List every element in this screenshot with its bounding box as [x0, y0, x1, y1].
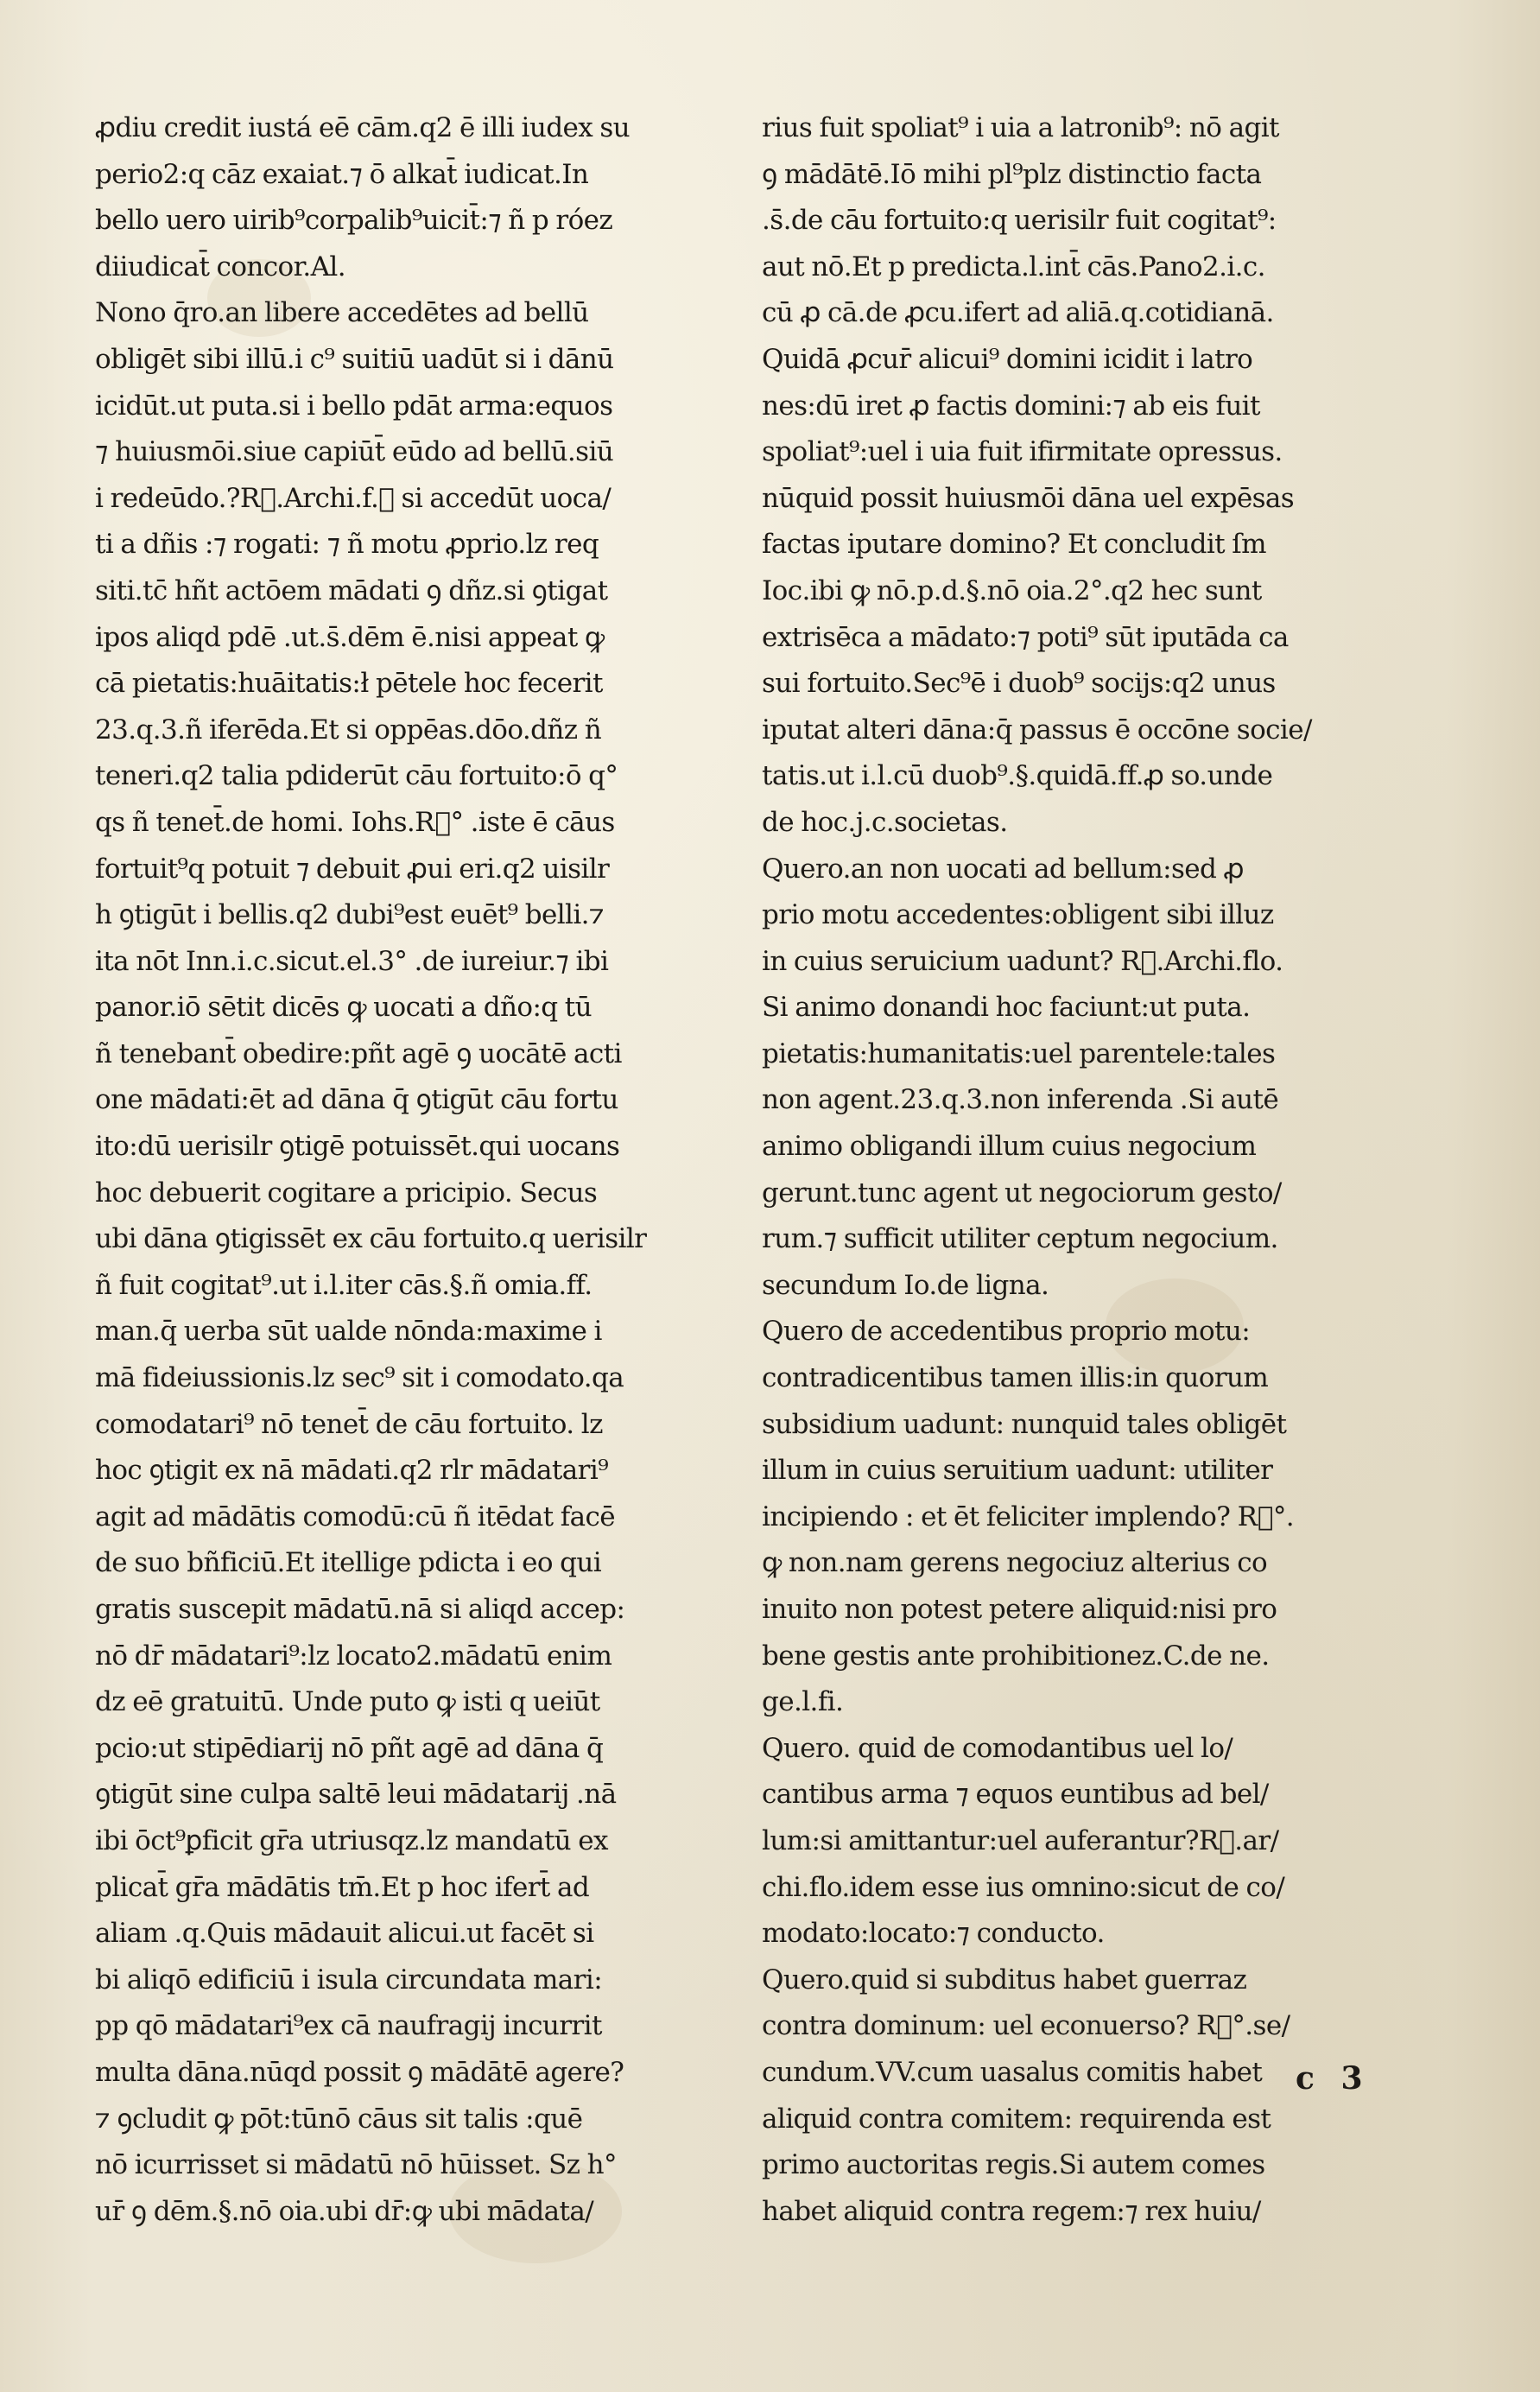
text-line: cū ꝓ cā.de ꝓcu.ifert ad aliā.q.cotidianā. — [762, 297, 1274, 329]
text-line: illum in cuius seruitium uadunt: utiliter — [762, 1455, 1273, 1487]
text-line: ꝯtigūt sine culpa saltē leui mādatarij .nā — [95, 1779, 617, 1811]
left-text-column — [95, 105, 747, 2235]
text-line: contra dominum: uel econuerso? Rᷓ°.se/ — [762, 2010, 1290, 2042]
text-line: Si animo donandi hoc faciunt:ut puta. — [762, 992, 1251, 1024]
text-line: de hoc.j.c.societas. — [762, 806, 1008, 838]
text-line: nūquid possit huiusmōi dāna uel expēsas — [762, 482, 1295, 514]
text-line: i redeūdo.?Rᷓ.Archi.f.ꝙ si accedūt uoca/ — [95, 482, 612, 514]
text-line: man.q̄ uerba sūt ualde nōnda:maxime i — [95, 1316, 602, 1348]
text-line: secundum Io.de ligna. — [762, 1269, 1049, 1301]
text-line: subsidium uadunt: nunquid tales obligēt — [762, 1408, 1287, 1440]
text-line: teneri.q2 talia pdiderūt cāu fortuito:ō q° — [95, 760, 618, 792]
text-line: cantibus arma ⁊ equos euntibus ad bel/ — [762, 1779, 1269, 1811]
text-line: ito:dū uerisilr ꝯtigē potuissēt.qui uocans — [95, 1131, 620, 1163]
text-line: cundum.VV.cum uasalus comitis habet — [762, 2056, 1263, 2088]
text-line: ti a dñis :⁊ rogati: ⁊ ñ motu ꝓprio.lz req — [95, 529, 599, 561]
text-line: 23.q.3.ñ iferēda.Et si oppēas.dōo.dñz ñ — [95, 714, 602, 746]
text-line: agit ad mādātis comodū:cū ñ itēdat facē — [95, 1501, 616, 1532]
text-line: qs ñ tenet̄.de homi. Iohs.Rᷓ° .iste ē cāus — [95, 806, 615, 838]
text-line: ⁊ ꝯcludit ꝙ pōt:tūnō cāus sit talis :quē — [95, 2103, 583, 2135]
text-line: bene gestis ante prohibitionez.C.de ne. — [762, 1640, 1270, 1672]
text-line: ꝓdiu credit iustá eē cām.q2 ē illi iudex su — [95, 112, 631, 143]
text-line: .s̄.de cāu fortuito:q uerisilr fuit cogitat⁹: — [762, 205, 1277, 237]
text-line: inuito non potest petere aliquid:nisi pro — [762, 1594, 1277, 1625]
text-line: panor.iō sētit dicēs ꝙ uocati a dño:q tū — [95, 992, 593, 1024]
text-line: pietatis:humanitatis:uel parentele:tales — [762, 1037, 1276, 1069]
text-line: non agent.23.q.3.non inferenda .Si autē — [762, 1084, 1279, 1116]
text-line: ñ fuit cogitat⁹.ut i.l.iter cās.§.ñ omia.ff. — [95, 1269, 593, 1301]
text-line: gratis suscepit mādatū.nā si aliqd accep: — [95, 1594, 625, 1625]
text-line: hoc debuerit cogitare a pricipio. Secus — [95, 1177, 598, 1209]
text-line: dz eē gratuitū. Unde puto ꝙ isti q ueiūt — [95, 1686, 600, 1718]
text-line: bi aliqō edificiū i isula circundata mari: — [95, 1964, 603, 1995]
text-line: cā pietatis:huāitatis:ł pētele hoc fecerit — [95, 668, 603, 700]
text-line: pcio:ut stipēdiarij nō pñt agē ad dāna q̄ — [95, 1732, 604, 1764]
text-line: multa dāna.nūqd possit ꝯ mādātē agere? — [95, 2056, 624, 2088]
text-line: h ꝯtigūt i bellis.q2 dubi⁹est euēt⁹ belli.⁊ — [95, 899, 605, 931]
text-line: de suo bñficiū.Et itellige pdicta i eo qui — [95, 1547, 602, 1579]
text-line: factas iputare domino? Et concludit ſm — [762, 529, 1266, 561]
text-line: modato:locato:⁊ conducto. — [762, 1918, 1105, 1950]
text-line: Quero de accedentibus proprio motu: — [762, 1316, 1251, 1348]
text-line: ubi dāna ꝯtigissēt ex cāu fortuito.q uerisilr — [95, 1223, 647, 1255]
text-line: ibi ōct⁹ꝑficit gr̄a utriusqz.lz mandatū ex — [95, 1824, 608, 1856]
text-line: Nono q̄ro.an libere accedētes ad bellū — [95, 297, 589, 329]
text-line: diiudicat̄ concor.Al. — [95, 251, 345, 282]
text-line: nō icurrisset si mādatū nō hūisset. Sz h° — [95, 2149, 617, 2181]
text-line: obligēt sibi illū.i c⁹ suitiū uadūt si i dānū — [95, 343, 614, 375]
text-line: aut nō.Et p predicta.l.int̄ cās.Pano2.i.c. — [762, 251, 1265, 282]
text-line: contradicentibus tamen illis:in quorum — [762, 1362, 1269, 1394]
text-line: Ioc.ibi ꝙ nō.p.d.§.nō oia.2°.q2 hec sunt — [762, 574, 1262, 606]
text-line: lum:si amittantur:uel auferantur?Rᷓ.ar/ — [762, 1824, 1279, 1856]
text-line: rum.⁊ sufficit utiliter ceptum negocium. — [762, 1223, 1278, 1255]
text-line: one mādati:ēt ad dāna q̄ ꝯtigūt cāu fortu — [95, 1084, 618, 1116]
text-line: prio motu accedentes:obligent sibi illuz — [762, 899, 1274, 931]
text-line: pp qō mādatari⁹ex cā naufragij incurrit — [95, 2010, 602, 2042]
text-line: bello uero uirib⁹corpalib⁹uicit̄:⁊ ñ p róez — [95, 205, 613, 237]
signature-mark: c 3 — [1296, 2060, 1363, 2097]
text-line: ꝙ non.nam gerens negociuz alterius co — [762, 1547, 1268, 1579]
text-line: ꝯ mādātē.Iō mihi pl⁹plz distinctio facta — [762, 158, 1262, 190]
text-line: aliam .q.Quis mādauit alicui.ut facēt si — [95, 1918, 594, 1950]
text-line: ñ tenebant̄ obedire:pñt agē ꝯ uocātē acti — [95, 1037, 622, 1069]
text-line: comodatari⁹ nō tenet̄ de cāu fortuito. lz — [95, 1408, 603, 1440]
text-line: gerunt.tunc agent ut negociorum gesto/ — [762, 1177, 1282, 1209]
text-line: iputat alteri dāna:q̄ passus ē occōne socie/ — [762, 714, 1312, 746]
text-line: ⁊ huiusmōi.siue capiūt̄ eūdo ad bellū.siū — [95, 436, 614, 468]
text-line: animo obligandi illum cuius negocium — [762, 1131, 1257, 1163]
text-line: Quidā ꝓcur̄ alicui⁹ domini icidit i latro — [762, 343, 1253, 375]
text-line: plicat̄ gr̄a mādātis tm̄.Et p hoc ifert̄ ad — [95, 1871, 590, 1903]
text-line: ur̄ ꝯ dēm.§.nō oia.ubi dr̄:ꝙ ubi mādata/ — [95, 2195, 594, 2227]
text-line: nes:dū iret ꝓ factis domini:⁊ ab eis fuit — [762, 390, 1260, 422]
text-line: ge.l.fi. — [762, 1686, 844, 1718]
text-line: aliquid contra comitem: requirenda est — [762, 2103, 1271, 2135]
text-line: tatis.ut i.l.cū duob⁹.§.quidā.ff.ꝓ so.unde — [762, 760, 1273, 792]
text-line: spoliat⁹:uel i uia fuit ifirmitate opressus. — [762, 436, 1283, 468]
text-line: perio2:q cāz exaiat.⁊ ō alkat̄ iudicat.In — [95, 158, 589, 190]
text-line: hoc ꝯtigit ex nā mādati.q2 rlr mādatari⁹ — [95, 1455, 609, 1487]
text-line: habet aliquid contra regem:⁊ rex huiu/ — [762, 2195, 1261, 2227]
text-line: chi.flo.idem esse ius omnino:sicut de co/ — [762, 1871, 1285, 1903]
text-line: nō dr̄ mādatari⁹:lz locato2.mādatū enim — [95, 1640, 612, 1672]
text-line: Quero.quid si subditus habet guerraz — [762, 1964, 1247, 1995]
text-line: in cuius seruicium uadunt? Rᷓ.Archi.flo. — [762, 945, 1283, 977]
text-line: sui fortuito.Sec⁹ē i duob⁹ socijs:q2 unus — [762, 668, 1276, 700]
text-line: rius fuit spoliat⁹ i uia a latronib⁹: nō agit — [762, 112, 1279, 143]
text-line: Quero.an non uocati ad bellum:sed ꝓ — [762, 853, 1244, 885]
text-line: extrisēca a mādato:⁊ poti⁹ sūt iputāda ca — [762, 621, 1289, 653]
text-line: incipiendo : et ēt feliciter implendo? Rᷓ°. — [762, 1501, 1295, 1532]
text-line: mā fideiussionis.lz sec⁹ sit i comodato.qa — [95, 1362, 624, 1394]
text-line: primo auctoritas regis.Si autem comes — [762, 2149, 1265, 2181]
text-line: ipos aliqd pdē .ut.s̄.dēm ē.nisi appeat ꝙ — [95, 621, 605, 653]
text-line: ita nōt Inn.i.c.sicut.el.3° .de iureiur.⁊ ibi — [95, 945, 609, 977]
right-text-column — [762, 105, 1427, 2235]
text-line: siti.tc̄ hñt actōem mādati ꝯ dñz.si ꝯtigat — [95, 574, 608, 606]
text-line: fortuit⁹q potuit ⁊ debuit ꝓui eri.q2 uisilr — [95, 853, 610, 885]
text-line: Quero. quid de comodantibus uel lo/ — [762, 1732, 1233, 1764]
text-line: icidūt.ut puta.si i bello pdāt arma:equos — [95, 390, 613, 422]
